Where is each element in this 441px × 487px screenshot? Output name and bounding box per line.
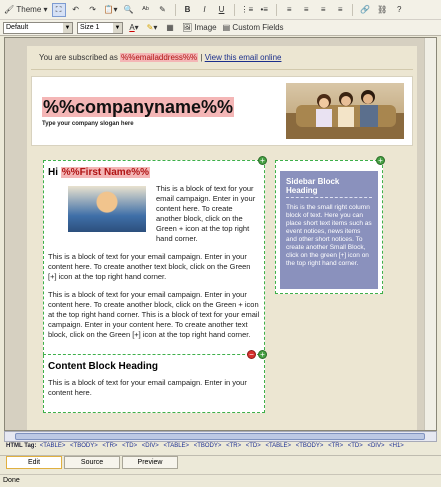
bold-button[interactable]: B xyxy=(184,5,191,14)
size-select[interactable] xyxy=(77,22,123,34)
greeting-word: Hi xyxy=(48,167,58,178)
align-left-icon[interactable]: ≡ xyxy=(286,5,292,14)
tag-link[interactable]: <TD> xyxy=(122,443,138,449)
fields-icon: ▤ xyxy=(222,23,231,32)
email-token: %%emailaddress%% xyxy=(121,53,198,62)
tag-link[interactable]: <TBODY> xyxy=(295,443,324,449)
add-block-icon[interactable]: + xyxy=(376,156,385,165)
html-tag-path xyxy=(0,443,441,454)
mode-tabs xyxy=(0,455,441,469)
tag-link[interactable]: <TBODY> xyxy=(193,443,222,449)
header-banner xyxy=(31,76,413,146)
font-value: Default xyxy=(6,23,29,31)
clean-icon[interactable]: ✎ xyxy=(159,5,166,14)
spellcheck-icon[interactable]: ᴬᵇ xyxy=(142,5,149,14)
html-tag-label: HTML Tag: xyxy=(6,443,37,449)
sidebar-text: This is the small right column block of text. Here you can place short text items such as event notices, news items and other short notices. To create another Small Block, click on the green [+] icon on the top right hand corner. xyxy=(286,204,372,267)
sidebar-block[interactable] xyxy=(275,156,383,294)
table-icon[interactable]: ▦ xyxy=(166,23,174,32)
custom-fields-label: Custom Fields xyxy=(232,23,284,32)
find-icon[interactable]: 🔍 xyxy=(123,5,134,14)
tab-edit[interactable]: Edit xyxy=(6,456,62,469)
custom-fields-button[interactable] xyxy=(222,21,285,35)
greeting-heading xyxy=(48,167,260,178)
sidebar-heading: Sidebar Block Heading xyxy=(286,177,372,198)
tag-link[interactable]: <TABLE> xyxy=(39,443,66,449)
sidebar-inner xyxy=(280,171,378,289)
undo-icon[interactable]: ↶ xyxy=(72,5,79,14)
theme-button[interactable]: 🖌 Theme ▾ xyxy=(4,5,48,14)
theme-label: Theme xyxy=(16,5,42,14)
remove-block-icon[interactable]: − xyxy=(247,350,256,359)
child-photo xyxy=(68,186,146,232)
toolbar-divider xyxy=(234,4,235,16)
link-icon[interactable]: 🔗 xyxy=(360,5,371,14)
add-block-icon[interactable]: + xyxy=(258,156,267,165)
font-color-button[interactable]: A ▾ xyxy=(129,23,139,32)
firstname-token: %%First Name%% xyxy=(61,167,150,178)
paste-icon[interactable]: 📋▾ xyxy=(103,5,118,14)
toolbar-top xyxy=(0,0,441,20)
redo-icon[interactable]: ↷ xyxy=(89,5,96,14)
email-template xyxy=(27,46,417,431)
content-block-paragraph: This is a block of text for your email campaign. Enter in your content here. xyxy=(48,378,247,397)
chevron-down-icon: ▼ xyxy=(114,24,121,31)
toolbar-divider xyxy=(276,4,277,16)
tag-link[interactable]: <TBODY> xyxy=(70,443,98,449)
unordered-list-icon[interactable]: •≡ xyxy=(260,5,268,14)
highlight-button[interactable]: ✎ ▾ xyxy=(146,23,158,32)
editor-canvas[interactable] xyxy=(4,37,437,431)
greeting-block[interactable] xyxy=(43,156,265,355)
company-slogan[interactable]: Type your company slogan here xyxy=(42,121,134,127)
content-area xyxy=(31,156,413,413)
tag-link[interactable]: <TR> xyxy=(226,443,242,449)
image-paragraph: This is a block of text for your email campaign. Enter in your content here. To create another block, click on the Green + icon at the top right hand corner. xyxy=(156,184,256,243)
subscription-line xyxy=(31,46,413,70)
tag-link[interactable]: <TD> xyxy=(245,443,261,449)
unlink-icon[interactable]: ⛓ xyxy=(377,5,388,14)
tag-link[interactable]: <DIV> xyxy=(367,443,385,449)
chevron-down-icon: ▼ xyxy=(64,24,71,31)
view-online-link[interactable]: View this email online xyxy=(204,53,282,62)
toolbar-divider xyxy=(352,4,353,16)
tag-link[interactable]: <TABLE> xyxy=(265,443,292,449)
content-block-heading: Content Block Heading xyxy=(48,361,159,372)
tag-link[interactable]: <TABLE> xyxy=(163,443,190,449)
status-bar: Done xyxy=(0,474,441,487)
vertical-scrollbar[interactable] xyxy=(424,38,436,430)
company-token: %%companyname%% xyxy=(43,97,234,117)
design-mode-button[interactable]: ⛶ xyxy=(52,3,66,17)
help-icon[interactable]: ? xyxy=(396,5,402,14)
toolbar-divider xyxy=(175,4,176,16)
content-block[interactable] xyxy=(43,350,265,413)
main-column xyxy=(43,156,265,413)
company-name[interactable] xyxy=(42,97,234,118)
underline-button[interactable]: U xyxy=(218,5,225,14)
text-paragraph-3: This is a block of text for your email campaign. Enter in your content here. To create another block, click on the Green + icon at the top right hand corner. This is a block of text for your email campaign. Enter in your content here. To create another text block, click on the Green [+] icon at the top right hand corner. xyxy=(48,290,260,339)
family-photo xyxy=(286,83,404,139)
toolbar-bottom xyxy=(0,20,441,36)
tag-link[interactable]: <DIV> xyxy=(141,443,159,449)
horizontal-scrollbar[interactable] xyxy=(4,431,437,442)
font-select[interactable] xyxy=(3,22,73,34)
align-justify-icon[interactable]: ≡ xyxy=(337,5,343,14)
tab-source[interactable]: Source xyxy=(64,456,120,469)
family-photo-graphic xyxy=(286,83,404,139)
tag-link[interactable]: <TR> xyxy=(102,443,118,449)
tag-link[interactable]: <TR> xyxy=(328,443,344,449)
image-button[interactable] xyxy=(181,21,218,35)
separator: | xyxy=(200,53,203,62)
scrollbar-thumb[interactable] xyxy=(15,433,425,440)
italic-button[interactable]: I xyxy=(203,5,206,14)
tag-link[interactable]: <H1> xyxy=(389,443,404,449)
tag-link[interactable]: <TD> xyxy=(347,443,363,449)
align-center-icon[interactable]: ≡ xyxy=(303,5,309,14)
text-paragraph-2: This is a block of text for your email campaign. Enter in your content here. To create another text block, click on the Green [+] icon at the top right hand corner. xyxy=(48,252,251,281)
tab-preview[interactable]: Preview xyxy=(122,456,178,469)
image-icon: 🖼 xyxy=(182,23,193,32)
ordered-list-icon[interactable]: ⋮≡ xyxy=(240,5,254,14)
size-value: Size 1 xyxy=(80,23,100,31)
add-block-icon[interactable]: + xyxy=(258,350,267,359)
image-label: Image xyxy=(194,23,217,32)
sidebar-column xyxy=(275,156,383,413)
subscribed-text: You are subscribed as xyxy=(39,53,118,62)
align-right-icon[interactable]: ≡ xyxy=(320,5,326,14)
theme-icon: 🖌 xyxy=(4,5,15,14)
